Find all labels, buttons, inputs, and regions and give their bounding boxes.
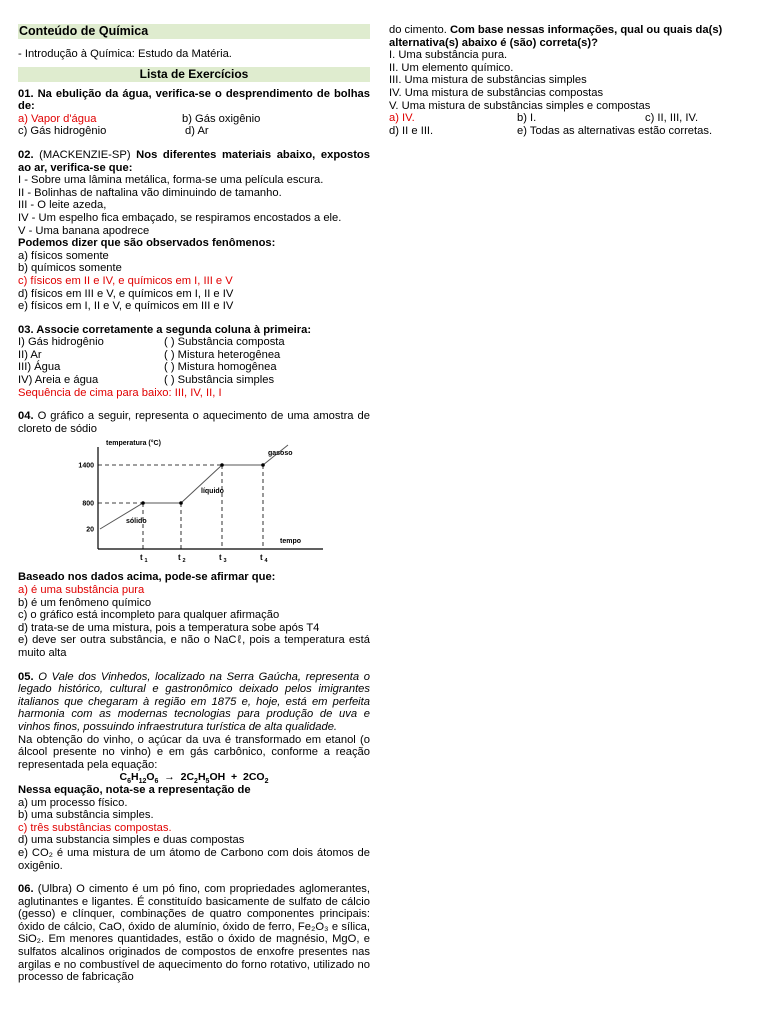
page-title: Conteúdo de Química [18, 24, 370, 39]
q5-equation: $C_6H_{12}O_6 \to 2C_2H_5OH + 2CO_2$ [119, 771, 269, 786]
q2-option-c: c) físicos em II e IV, e químicos em I, III e V [18, 274, 233, 287]
question-source: (MACKENZIE-SP) [39, 148, 131, 161]
q5-option-e: e) CO₂ é uma mistura de um átomo de Carbono com dois átomos de oxigênio. [18, 846, 370, 872]
y-tick-label: 20 [86, 526, 94, 534]
q6-options-row-2 [389, 125, 751, 138]
q6-item: IV. Uma mistura de substâncias compostas [389, 86, 604, 99]
q3-match-row [18, 361, 370, 374]
q1-option-c: c) Gás hidrogênio [18, 125, 107, 138]
x-tick-label: t [260, 553, 263, 563]
q3-right-item: ( ) Substância composta [164, 336, 285, 349]
q6-option-b: b) I. [517, 112, 537, 125]
question-number: 05. [18, 670, 34, 683]
question-number: 06. [18, 883, 34, 896]
x-tick-label: t [140, 553, 143, 563]
q2-item: V - Uma banana apodrece [18, 224, 150, 237]
q3-match-row [18, 336, 370, 349]
q3-left-item: IV) Areia e água [18, 374, 99, 387]
question-1 [18, 88, 370, 113]
q2-option-e: e) físicos em I, II e V, e químicos em III e IV [18, 300, 234, 313]
y-tick-label: 800 [82, 500, 94, 508]
question-5 [18, 671, 370, 734]
q4-option-d: d) trata-se de uma mistura, pois a temperatura sobe após T4 [18, 621, 320, 634]
q5-option-c: c) três substâncias compostas. [18, 821, 172, 834]
x-tick-subscript: 1 [144, 558, 148, 565]
question-3 [18, 324, 370, 337]
phase-label: sólido [126, 518, 147, 526]
q1-options-row-2 [18, 125, 370, 138]
q1-option-b: b) Gás oxigênio [182, 112, 261, 125]
q4-question: Baseado nos dados acima, pode-se afirmar que: [18, 571, 276, 584]
phase-label: líquido [201, 488, 224, 496]
q5-option-b: b) uma substância simples. [18, 809, 154, 822]
question-text: (Ulbra) O cimento é um pó fino, com propriedades aglomerantes, aglutinantes e ligantes. É constituído basicamente de sulfato de cálcio (gesso) e clínquer, combinações de quatro componentes principais: óxido de cálcio, CaO, óxido de alumínio, óxido de ferro, Fe₂O₃ e sílica, SiO₂. Em menores quantidades, estão o óxido de magnésio, MgO, e sulfatos alcalinos originados de compostos de enxofre presentes nas argilas e no combustível de aquecimento do forno rotativo, utilizado no processo de fabricação [18, 883, 370, 984]
q2-option-d: d) físicos em III e V, e químicos em I, II e IV [18, 287, 234, 300]
q2-option-a: a) físicos somente [18, 249, 109, 262]
q6-cont-text: do cimento. [389, 24, 447, 36]
q3-right-item: ( ) Substância simples [164, 374, 275, 387]
x-tick-label: t [219, 553, 222, 563]
q2-item: IV - Um espelho fica embaçado, se respiramos encostados a ele. [18, 211, 342, 224]
question-intro: O Vale dos Vinhedos, localizado na Serra Gaúcha, representa o legado histórico, cultural e gastronômico deixado pelos imigrantes italianos que chegaram à região em 1875 e, hoje, está em perfeita harmonia com as modernas tecnologias para produção de uva e vinhos finos, possuindo infraestrutura turística de alta qualidade. [18, 670, 370, 733]
question-6 [18, 883, 370, 984]
curve-point [261, 464, 265, 468]
q2-item: III - O leite azeda, [18, 199, 107, 212]
left-column [18, 0, 370, 984]
question-text: Na ebulição da água, verifica-se o desprendimento de bolhas de: [18, 87, 371, 113]
question-number: 03. [18, 323, 34, 336]
q4-option-b: b) é um fenômeno químico [18, 596, 152, 609]
q6-item: I. Uma substância pura. [389, 49, 508, 62]
list-title: Lista de Exercícios [18, 67, 370, 82]
q3-right-item: ( ) Mistura homogênea [164, 361, 277, 374]
q3-match-row [18, 349, 370, 362]
heating-curve-chart [18, 439, 370, 569]
q6-question: Com base nessas informações, qual ou quais da(s) alternativa(s) abaixo é (são) correta(s)? [389, 24, 723, 49]
q2-question: Podemos dizer que são observados fenômenos: [18, 237, 276, 250]
q6-option-a: a) IV. [389, 112, 415, 125]
q3-left-item: I) Gás hidrogênio [18, 336, 104, 349]
question-2 [18, 149, 370, 174]
q5-question: Nessa equação, nota-se a representação de [18, 783, 251, 796]
curve-point [141, 502, 145, 506]
x-tick-subscript: 4 [264, 558, 268, 565]
question-number: 04. [18, 410, 34, 423]
q1-option-d: d) Ar [185, 125, 209, 138]
q3-match-row [18, 374, 370, 387]
x-tick-subscript: 2 [182, 558, 186, 565]
q6-item: II. Um elemento químico. [389, 61, 514, 74]
q3-left-item: III) Água [18, 361, 61, 374]
q3-right-item: ( ) Mistura heterogênea [164, 348, 281, 361]
question-number: 02. [18, 148, 34, 161]
x-tick-subscript: 3 [223, 558, 227, 565]
phase-label: gasoso [268, 450, 293, 458]
q6-item: V. Uma mistura de substâncias simples e compostas [389, 99, 651, 112]
q6-option-c: c) II, III, IV. [645, 112, 699, 125]
q1-option-a: a) Vapor d'água [18, 112, 97, 125]
q6-option-e: e) Todas as alternativas estão corretas. [517, 124, 713, 137]
heating-curve-line [100, 445, 288, 529]
chart-svg [18, 439, 370, 569]
question-text: Nos diferentes materiais abaixo, expostos ao ar, verifica-se que: [18, 148, 370, 174]
q2-item: II - Bolinhas de naftalina vão diminuindo de tamanho. [18, 186, 282, 199]
q2-option-b: b) químicos somente [18, 262, 122, 275]
question-text: Associe corretamente a segunda coluna à primeira: [36, 323, 312, 336]
q4-option-a: a) é uma substância pura [18, 584, 145, 597]
q6-continuation [389, 24, 751, 49]
q4-option-c: c) o gráfico está incompleto para qualquer afirmação [18, 609, 280, 622]
q3-left-item: II) Ar [18, 348, 42, 361]
q1-options-row-1 [18, 113, 370, 126]
question-number: 01. [18, 87, 34, 100]
q6-item: III. Uma mistura de substâncias simples [389, 74, 587, 87]
question-text: O gráfico a seguir, representa o aquecimento de uma amostra de cloreto de sódio [18, 410, 370, 435]
q5-option-a: a) um processo físico. [18, 796, 128, 809]
curve-point [220, 464, 224, 468]
y-axis-label: temperatura (°C) [106, 440, 161, 448]
q3-answer: Sequência de cima para baixo: III, IV, II, I [18, 386, 222, 399]
q6-options-row-1 [389, 112, 751, 125]
right-column [389, 24, 751, 137]
q5-option-d: d) uma substancia simples e duas compostas [18, 834, 245, 847]
q2-item: I - Sobre uma lâmina metálica, forma-se uma película escura. [18, 174, 324, 187]
q5-text: Na obtenção do vinho, o açúcar da uva é transformado em etanol (o álcool presente no vinho) e em gás carbônico, conforme a reação representada pela equação: [18, 733, 370, 771]
x-tick-label: t [178, 553, 181, 563]
q6-option-d: d) II e III. [389, 124, 434, 137]
topic-line: - Introdução à Química: Estudo da Matéria. [18, 48, 232, 60]
curve-point [179, 502, 183, 506]
x-axis-label: tempo [280, 538, 301, 546]
question-4 [18, 410, 370, 435]
y-tick-label: 1400 [78, 462, 94, 470]
q4-option-e: e) deve ser outra substância, e não o NaCℓ, pois a temperatura está muito alta [18, 634, 370, 659]
